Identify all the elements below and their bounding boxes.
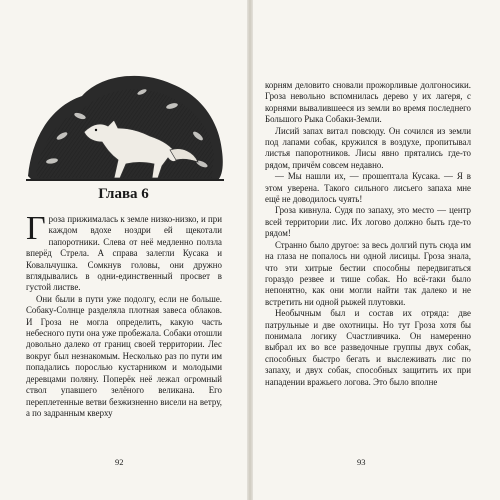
drop-cap: Г [26,210,46,247]
page-number-left: 92 [115,457,124,467]
left-page [0,0,247,500]
paragraph-1 [26,210,222,294]
chapter-title: Глава 6 [98,186,149,202]
left-page-text [26,210,222,419]
right-page [253,0,500,500]
paragraph-r2: Лисий запах витал повсюду. Он сочился из земли под лапами собак, кружился в воздухе, пропитывал листья папоротников. Лисы явно прятались где-то рядом, причём совсем недавно. [265,125,471,170]
paragraph-r4: Гроза кивнула. Судя по запаху, это место — центр всей территории лис. Их логово должно быть где-то рядом! [265,205,471,239]
paragraph-r1: корням деловито сновали прожорливые долгоносики. Гроза невольно вспомнилась дерево у их лагеря, с корнями вывалившееся из земли во время последнего Большого Рыка Собаки-Земли. [265,80,471,125]
paragraph-2: Они были в пути уже подолгу, если не больше. Собаку-Солнце разделяла плотная завеса облаков. И Гроза не могла определить, какую часть небесного пути она уже пробежала. Собаки отошли довольно далеко от границ своей территории. Лес вокруг был незнакомым. Несколько раз по пути им попадались порослью кустарником и молодыми деревцами поляну. Поперёк неё лежал огромный ствол упавшего зелёного великана. Его переплетенные ветви безжизненно висели на ветру, а по задранным кверху [26,293,222,418]
page-number-right: 93 [357,457,366,467]
right-page-text [265,80,471,388]
paragraph-r3: — Мы нашли их, — прошептала Кусака. — Я в этом уверена. Такого сильного лисьего запаха мне ещё не доводилось чуять! [265,171,471,205]
fox-illustration [22,66,228,184]
paragraph-1-text: роза прижималась к земле низко-низко, и при каждом вдохе ноздри ей щекотали папоротники. Слева от неё медленно ползла вперёд Стрела. А справа залегли Кусака и Ковальчушка. Сомкнув головы, они дружно вглядывались в одни-единственный просвет в густой листве. [26,214,222,293]
paragraph-r5: Странно было другое: за весь долгий путь сюда им на глаза не попалось ни одной лисицы. Гроза знала, что эти хитрые бестии способны передвигаться гораздо резвее и тише собак. Но всё-таки было непонятно, как они могли найти так далеко и не встретить ни одной рыжей плутовки. [265,239,471,307]
paragraph-r6: Необычным был и состав их отряда: две патрульные и две охотницы. Но тут Гроза хотя бы понимала логику Счастливчика. Он намеренно выбрал их во все разведочные группы двух собак, способных быстро бегать и выслеживать лис по запаху, и двух собак, способных защитить их при нападении вражьего логова. Это было вполне [265,308,471,387]
